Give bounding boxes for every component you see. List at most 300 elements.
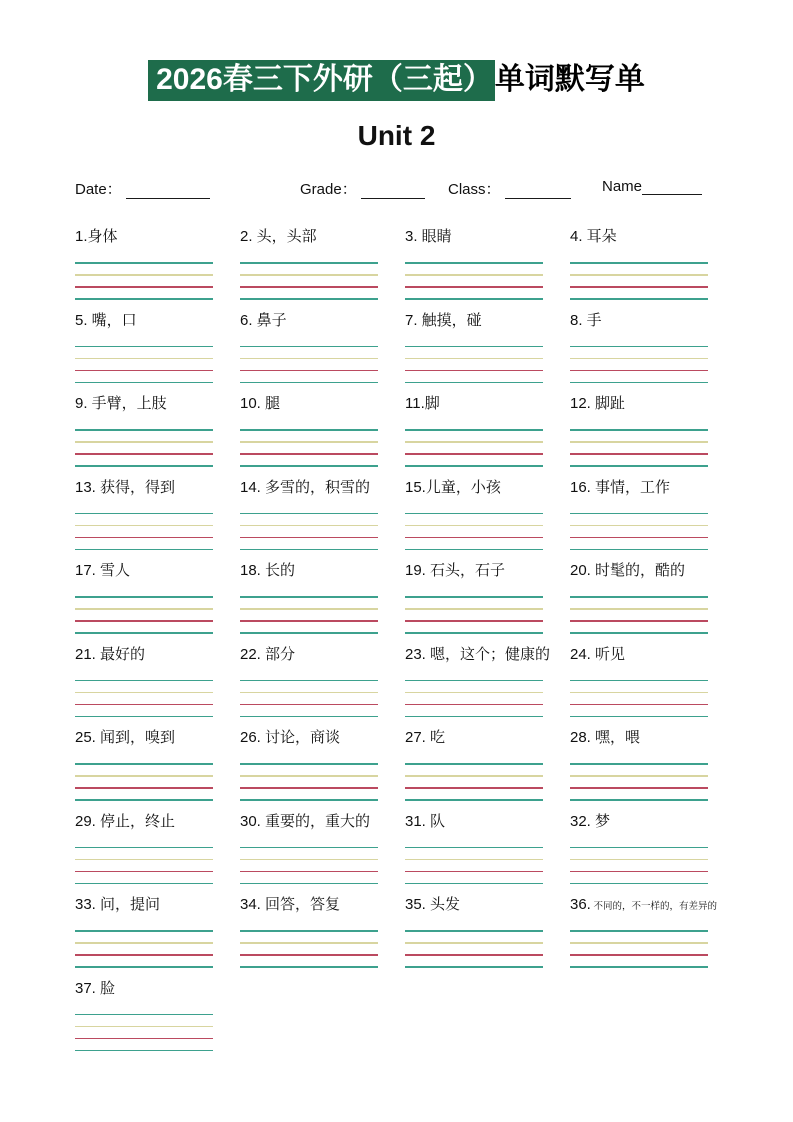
- staff-line: [570, 763, 708, 765]
- word-text: 触摸，碰: [417, 311, 482, 329]
- word-label: [240, 813, 405, 831]
- writing-lines: [570, 262, 708, 300]
- staff-line: [405, 930, 543, 932]
- staff-line: [405, 262, 543, 264]
- staff-line: [405, 799, 543, 801]
- word-label: [75, 980, 240, 998]
- word-label: [75, 813, 240, 831]
- word-item: [75, 228, 240, 300]
- word-text: 儿童，小孩: [425, 478, 501, 496]
- word-item: [405, 312, 570, 384]
- grade-label: Grade：: [300, 181, 357, 198]
- word-number: 33.: [75, 896, 96, 913]
- word-label: [75, 228, 240, 246]
- staff-line: [75, 692, 213, 694]
- staff-line: [75, 966, 213, 968]
- staff-line: [405, 525, 543, 527]
- word-label: [75, 395, 240, 413]
- staff-line: [405, 370, 543, 372]
- word-text: 脚趾: [590, 395, 626, 412]
- word-item: [570, 813, 735, 885]
- staff-line: [405, 787, 543, 789]
- word-number: 23.: [405, 645, 426, 663]
- word-item: [75, 646, 240, 718]
- word-text: 石头，石子: [425, 562, 506, 579]
- staff-line: [75, 1026, 213, 1028]
- staff-line: [405, 429, 543, 431]
- word-number: 27.: [405, 729, 426, 746]
- word-item: [405, 813, 570, 885]
- word-text: 部分: [260, 645, 296, 663]
- word-number: 2.: [240, 228, 253, 245]
- word-text: 事情，工作: [590, 478, 671, 496]
- word-number: 14.: [240, 478, 261, 496]
- name-blank: [642, 178, 702, 195]
- staff-line: [240, 274, 378, 276]
- staff-line: [405, 382, 543, 384]
- staff-line: [570, 525, 708, 527]
- writing-lines: [240, 763, 378, 801]
- staff-line: [240, 465, 378, 467]
- word-label: [570, 312, 735, 330]
- date-blank: [126, 182, 210, 199]
- word-item: [75, 896, 240, 968]
- staff-line: [75, 847, 213, 849]
- staff-line: [570, 346, 708, 348]
- staff-line: [75, 596, 213, 598]
- word-text: 耳朵: [582, 228, 617, 245]
- word-item: [570, 395, 735, 467]
- word-text: 腿: [260, 395, 281, 412]
- word-item: [405, 896, 570, 968]
- word-text: 听见: [590, 645, 626, 663]
- staff-line: [570, 930, 708, 932]
- staff-line: [75, 298, 213, 300]
- staff-line: [405, 847, 543, 849]
- word-grid: [75, 228, 793, 1051]
- staff-line: [75, 537, 213, 539]
- word-label: [405, 562, 570, 580]
- word-number: 24.: [570, 645, 591, 663]
- staff-line: [570, 453, 708, 455]
- writing-lines: [75, 429, 213, 467]
- word-label: [570, 813, 735, 831]
- writing-lines: [75, 847, 213, 885]
- word-label: [570, 646, 735, 664]
- word-text: 嗯，这个；健康的: [425, 645, 551, 663]
- word-number: 11.: [405, 395, 425, 412]
- staff-line: [240, 692, 378, 694]
- writing-lines: [75, 680, 213, 718]
- word-label: [405, 479, 570, 497]
- word-text: 头发: [425, 896, 461, 913]
- staff-line: [405, 465, 543, 467]
- staff-line: [570, 286, 708, 288]
- word-item: [240, 813, 405, 885]
- word-item: [405, 729, 570, 801]
- writing-lines: [240, 847, 378, 885]
- writing-lines: [75, 346, 213, 384]
- word-number: 15.: [405, 478, 426, 496]
- staff-line: [240, 775, 378, 777]
- name-field: [602, 178, 702, 195]
- staff-line: [570, 262, 708, 264]
- staff-line: [570, 775, 708, 777]
- writing-lines: [75, 596, 213, 634]
- staff-line: [570, 799, 708, 801]
- writing-lines: [75, 262, 213, 300]
- word-text: 闻到，嗅到: [95, 729, 176, 746]
- word-number: 32.: [570, 812, 591, 830]
- staff-line: [240, 596, 378, 598]
- staff-line: [240, 620, 378, 622]
- word-number: 34.: [240, 896, 261, 913]
- staff-line: [240, 930, 378, 932]
- staff-line: [75, 549, 213, 551]
- staff-line: [570, 465, 708, 467]
- writing-lines: [75, 513, 213, 551]
- word-number: 28.: [570, 729, 591, 746]
- writing-lines: [240, 596, 378, 634]
- writing-lines: [570, 680, 708, 718]
- word-label: [240, 896, 405, 914]
- word-item: [75, 729, 240, 801]
- staff-line: [75, 465, 213, 467]
- word-text: 眼睛: [417, 228, 452, 245]
- word-number: 31.: [405, 812, 426, 830]
- writing-lines: [405, 262, 543, 300]
- word-label: [240, 729, 405, 747]
- staff-line: [570, 441, 708, 443]
- word-item: [240, 896, 405, 968]
- word-item: [405, 562, 570, 634]
- staff-line: [405, 632, 543, 634]
- word-label: [570, 562, 735, 580]
- staff-line: [570, 370, 708, 372]
- word-item: [75, 980, 240, 1052]
- word-item: [75, 312, 240, 384]
- word-number: 25.: [75, 729, 96, 746]
- staff-line: [570, 382, 708, 384]
- staff-line: [405, 954, 543, 956]
- staff-line: [75, 1038, 213, 1040]
- staff-line: [570, 871, 708, 873]
- word-label: [240, 312, 405, 330]
- staff-line: [240, 513, 378, 515]
- word-text: 嘴，口: [87, 311, 137, 329]
- title-highlight: 2026春三下外研（三起）: [148, 60, 495, 101]
- word-label: [240, 479, 405, 497]
- word-text: 问，提问: [95, 896, 161, 913]
- staff-line: [570, 716, 708, 718]
- word-number: 9.: [75, 395, 88, 412]
- word-label: [405, 646, 570, 664]
- staff-line: [75, 382, 213, 384]
- word-item: [75, 395, 240, 467]
- staff-line: [405, 608, 543, 610]
- staff-line: [75, 680, 213, 682]
- staff-line: [570, 966, 708, 968]
- word-number: 21.: [75, 645, 96, 663]
- word-text: 长的: [260, 562, 296, 579]
- word-number: 8.: [570, 311, 583, 329]
- word-text: 头，头部: [252, 228, 317, 245]
- word-label: [570, 228, 735, 246]
- staff-line: [570, 358, 708, 360]
- writing-lines: [570, 847, 708, 885]
- staff-line: [405, 775, 543, 777]
- staff-line: [570, 298, 708, 300]
- staff-line: [405, 453, 543, 455]
- staff-line: [570, 704, 708, 706]
- staff-line: [240, 298, 378, 300]
- staff-line: [240, 763, 378, 765]
- staff-line: [405, 680, 543, 682]
- word-item: [240, 312, 405, 384]
- word-label: [75, 896, 240, 914]
- word-label: [570, 479, 735, 497]
- writing-lines: [405, 346, 543, 384]
- class-field: [448, 178, 571, 199]
- writing-lines: [405, 847, 543, 885]
- word-item: [240, 646, 405, 718]
- word-text: 梦: [590, 812, 611, 830]
- writing-lines: [570, 930, 708, 968]
- writing-lines: [405, 680, 543, 718]
- writing-lines: [570, 513, 708, 551]
- staff-line: [405, 966, 543, 968]
- word-label: [75, 312, 240, 330]
- staff-line: [75, 525, 213, 527]
- writing-lines: [75, 1014, 213, 1052]
- staff-line: [570, 680, 708, 682]
- staff-line: [405, 871, 543, 873]
- staff-line: [75, 262, 213, 264]
- staff-line: [240, 883, 378, 885]
- staff-line: [75, 358, 213, 360]
- word-label: [405, 813, 570, 831]
- word-number: 20.: [570, 562, 591, 579]
- staff-line: [405, 298, 543, 300]
- writing-lines: [570, 429, 708, 467]
- writing-lines: [405, 930, 543, 968]
- writing-lines: [570, 596, 708, 634]
- word-number: 29.: [75, 812, 96, 830]
- word-text: 雪人: [95, 562, 131, 579]
- staff-line: [75, 513, 213, 515]
- word-label: [405, 896, 570, 914]
- writing-lines: [240, 429, 378, 467]
- grade-blank: [361, 182, 425, 199]
- word-label: [75, 479, 240, 497]
- staff-line: [570, 620, 708, 622]
- word-item: [240, 729, 405, 801]
- staff-line: [75, 716, 213, 718]
- word-label: [570, 395, 735, 413]
- staff-line: [75, 608, 213, 610]
- staff-line: [75, 286, 213, 288]
- staff-line: [75, 620, 213, 622]
- word-text: 脸: [95, 979, 116, 997]
- date-label: Date：: [75, 181, 122, 198]
- staff-line: [75, 954, 213, 956]
- word-label: [240, 562, 405, 580]
- word-text: 回答，答复: [260, 896, 341, 913]
- date-field: [75, 178, 210, 199]
- staff-line: [240, 787, 378, 789]
- staff-line: [570, 608, 708, 610]
- word-number: 3.: [405, 228, 418, 245]
- staff-line: [240, 871, 378, 873]
- writing-lines: [240, 513, 378, 551]
- staff-line: [75, 775, 213, 777]
- staff-line: [75, 930, 213, 932]
- staff-line: [240, 859, 378, 861]
- word-item: [570, 479, 735, 551]
- word-item: [75, 562, 240, 634]
- word-label: [75, 562, 240, 580]
- staff-line: [405, 859, 543, 861]
- word-number: 10.: [240, 395, 261, 412]
- word-number: 7.: [405, 311, 418, 329]
- staff-line: [75, 859, 213, 861]
- staff-line: [570, 632, 708, 634]
- staff-line: [240, 429, 378, 431]
- staff-line: [75, 1014, 213, 1016]
- word-item: [570, 312, 735, 384]
- word-item: [570, 228, 735, 300]
- staff-line: [240, 680, 378, 682]
- word-number: 19.: [405, 562, 426, 579]
- word-item: [405, 479, 570, 551]
- staff-line: [240, 847, 378, 849]
- word-item: [75, 479, 240, 551]
- staff-line: [75, 429, 213, 431]
- staff-line: [405, 274, 543, 276]
- staff-line: [75, 787, 213, 789]
- staff-line: [240, 382, 378, 384]
- writing-lines: [240, 346, 378, 384]
- writing-lines: [405, 763, 543, 801]
- word-item: [240, 395, 405, 467]
- staff-line: [570, 883, 708, 885]
- staff-line: [570, 692, 708, 694]
- staff-line: [75, 346, 213, 348]
- staff-line: [240, 525, 378, 527]
- staff-line: [75, 871, 213, 873]
- staff-line: [405, 358, 543, 360]
- writing-lines: [405, 513, 543, 551]
- staff-line: [570, 787, 708, 789]
- word-label: [405, 228, 570, 246]
- word-text: 不同的，不一样的，有差异的: [590, 901, 717, 912]
- word-item: [570, 729, 735, 801]
- word-label: [570, 896, 735, 914]
- staff-line: [405, 620, 543, 622]
- staff-line: [240, 537, 378, 539]
- staff-line: [240, 346, 378, 348]
- word-number: 4.: [570, 228, 583, 245]
- staff-line: [75, 274, 213, 276]
- staff-line: [240, 704, 378, 706]
- word-label: [75, 729, 240, 747]
- staff-line: [405, 692, 543, 694]
- staff-line: [570, 429, 708, 431]
- writing-lines: [75, 763, 213, 801]
- staff-line: [405, 537, 543, 539]
- word-text: 最好的: [95, 645, 146, 663]
- word-text: 手臂，上肢: [87, 395, 167, 412]
- staff-line: [405, 942, 543, 944]
- grade-field: [300, 178, 425, 199]
- staff-line: [405, 716, 543, 718]
- word-label: [240, 228, 405, 246]
- word-text: 获得，得到: [95, 478, 176, 496]
- staff-line: [240, 954, 378, 956]
- word-number: 36.: [570, 896, 591, 913]
- word-text: 鼻子: [252, 311, 287, 329]
- staff-line: [240, 942, 378, 944]
- word-text: 重要的，重大的: [260, 812, 371, 830]
- page-title: [0, 0, 793, 102]
- word-number: 30.: [240, 812, 261, 830]
- writing-lines: [570, 346, 708, 384]
- staff-line: [75, 883, 213, 885]
- staff-line: [570, 942, 708, 944]
- writing-lines: [570, 763, 708, 801]
- word-number: 6.: [240, 311, 253, 329]
- staff-line: [240, 549, 378, 551]
- staff-line: [405, 704, 543, 706]
- staff-line: [240, 370, 378, 372]
- staff-line: [405, 513, 543, 515]
- word-number: 22.: [240, 645, 261, 663]
- word-item: [240, 479, 405, 551]
- staff-line: [75, 453, 213, 455]
- writing-lines: [240, 930, 378, 968]
- word-label: [240, 646, 405, 664]
- staff-line: [240, 286, 378, 288]
- writing-lines: [405, 596, 543, 634]
- staff-line: [240, 632, 378, 634]
- word-item: [570, 646, 735, 718]
- writing-lines: [240, 262, 378, 300]
- staff-line: [240, 262, 378, 264]
- word-number: 13.: [75, 478, 96, 496]
- word-item: [570, 896, 735, 968]
- staff-line: [75, 799, 213, 801]
- word-text: 身体: [87, 228, 118, 245]
- staff-line: [405, 596, 543, 598]
- word-text: 多雪的，积雪的: [260, 478, 371, 496]
- class-label: Class：: [448, 181, 501, 198]
- staff-line: [570, 596, 708, 598]
- staff-line: [240, 716, 378, 718]
- word-number: 18.: [240, 562, 261, 579]
- staff-line: [240, 453, 378, 455]
- staff-line: [570, 537, 708, 539]
- word-label: [75, 646, 240, 664]
- staff-line: [240, 608, 378, 610]
- staff-line: [570, 549, 708, 551]
- staff-line: [405, 549, 543, 551]
- staff-line: [240, 799, 378, 801]
- word-text: 停止，终止: [95, 812, 176, 830]
- staff-line: [75, 632, 213, 634]
- word-label: [405, 312, 570, 330]
- word-item: [405, 228, 570, 300]
- staff-line: [75, 441, 213, 443]
